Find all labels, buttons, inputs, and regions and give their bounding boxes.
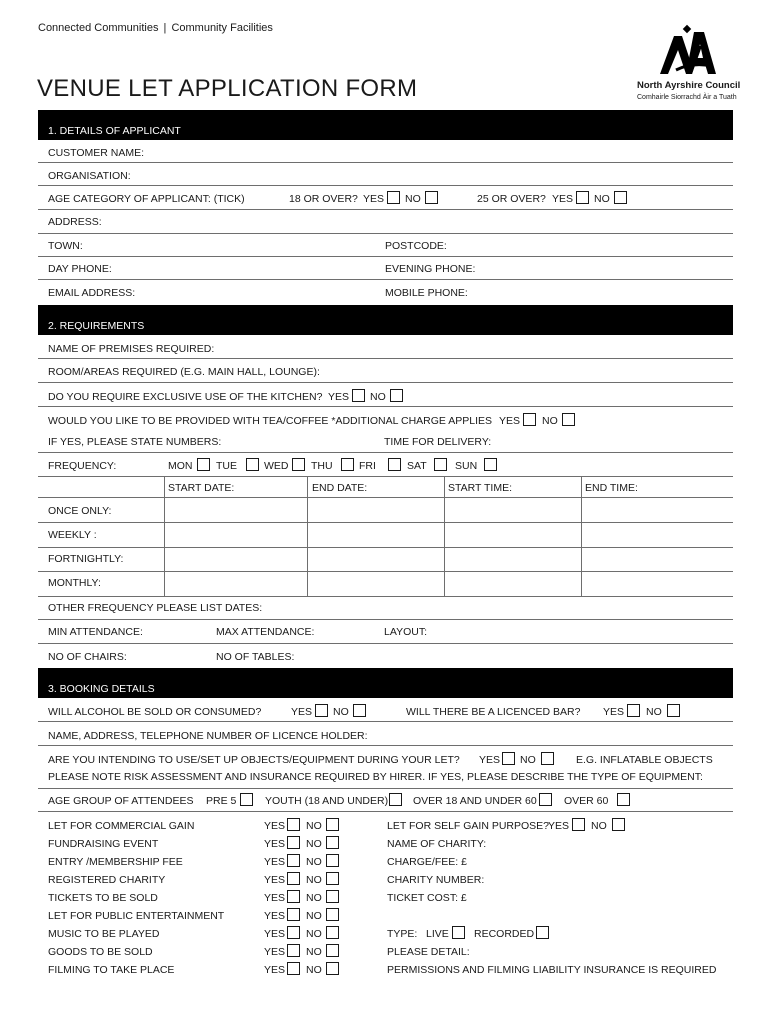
divider	[38, 596, 733, 597]
fundraising-label: FUNDRAISING EVENT	[48, 838, 159, 850]
commercial-gain-no-label: NO	[306, 820, 322, 832]
self-gain-no-label: NO	[591, 820, 607, 832]
filming-yes-label: YES	[264, 964, 286, 976]
day-fri-label: FRI	[359, 460, 376, 472]
goods-yes-label: YES	[264, 946, 286, 958]
equipment-example: E.G. INFLATABLE OBJECTS	[576, 754, 713, 766]
tea-no-checkbox[interactable]	[562, 413, 575, 426]
weekly-label: WEEKLY :	[48, 529, 97, 541]
day-phone-label: DAY PHONE:	[48, 263, 112, 275]
page-title: VENUE LET APPLICATION FORM	[37, 75, 418, 102]
kitchen-yes-label: YES	[328, 391, 350, 403]
mobile-phone-label: MOBILE PHONE:	[385, 287, 468, 299]
equipment-yes-checkbox[interactable]	[502, 752, 515, 765]
music-yes-checkbox[interactable]	[287, 926, 300, 939]
public-entertainment-no-label: NO	[306, 910, 322, 922]
kitchen-no-label: NO	[370, 391, 386, 403]
fundraising-no-label: NO	[306, 838, 322, 850]
divider	[38, 279, 733, 280]
council-name: North Ayrshire Council	[637, 80, 741, 91]
alcohol-label: WILL ALCOHOL BE SOLD OR CONSUMED?	[48, 706, 262, 718]
entry-fee-yes-checkbox[interactable]	[287, 854, 300, 867]
max-attendance-label: MAX ATTENDANCE:	[216, 626, 315, 638]
divider	[38, 233, 733, 234]
numbers-label: IF YES, PLEASE STATE NUMBERS:	[48, 436, 222, 448]
tickets-no-label: NO	[306, 892, 322, 904]
divider	[38, 209, 733, 210]
registered-charity-label: REGISTERED CHARITY	[48, 874, 166, 886]
council-gaelic-name: Comhairle Siorrachd Àir a Tuath	[637, 94, 737, 101]
kitchen-no-checkbox[interactable]	[390, 389, 403, 402]
goods-no-label: NO	[306, 946, 322, 958]
breadcrumb-community-facilities: Community Facilities	[171, 22, 273, 34]
self-gain-yes-checkbox[interactable]	[572, 818, 585, 831]
council-logo-icon	[656, 22, 720, 80]
tables-label: NO OF TABLES:	[216, 651, 295, 663]
filming-insurance-note: PERMISSIONS AND FILMING LIABILITY INSURANCE IS REQUIRED	[387, 964, 717, 976]
section-2-header	[38, 305, 733, 335]
age-category-label: AGE CATEGORY OF APPLICANT: (TICK)	[48, 193, 245, 205]
divider	[38, 185, 733, 186]
section-1-title: 1. DETAILS OF APPLICANT	[48, 125, 181, 137]
fundraising-yes-label: YES	[264, 838, 286, 850]
live-checkbox[interactable]	[452, 926, 465, 939]
email-label: EMAIL ADDRESS:	[48, 287, 136, 299]
divider	[38, 571, 733, 572]
alcohol-yes-checkbox[interactable]	[315, 704, 328, 717]
youth-checkbox[interactable]	[389, 793, 402, 806]
fundraising-yes-checkbox[interactable]	[287, 836, 300, 849]
bar-no-checkbox[interactable]	[667, 704, 680, 717]
town-label: TOWN:	[48, 240, 83, 252]
pre-5-checkbox[interactable]	[240, 793, 253, 806]
fundraising-no-checkbox[interactable]	[326, 836, 339, 849]
divider	[38, 358, 733, 359]
end-time-header: END TIME:	[585, 482, 638, 494]
divider	[38, 497, 733, 498]
equipment-yes-label: YES	[479, 754, 501, 766]
divider	[38, 788, 733, 789]
registered-charity-yes-label: YES	[264, 874, 286, 886]
divider	[38, 619, 733, 620]
registered-charity-no-label: NO	[306, 874, 322, 886]
grid-line	[307, 476, 308, 596]
layout-label: LAYOUT:	[384, 626, 427, 638]
over-25-yes-checkbox[interactable]	[576, 191, 589, 204]
tickets-label: TICKETS TO BE SOLD	[48, 892, 158, 904]
day-mon-checkbox[interactable]	[197, 458, 210, 471]
rooms-label: ROOM/AREAS REQUIRED (E.G. MAIN HALL, LOUNGE):	[48, 366, 320, 378]
music-no-checkbox[interactable]	[326, 926, 339, 939]
over-25-no-label: NO	[594, 193, 610, 205]
entry-fee-yes-label: YES	[264, 856, 286, 868]
over-25-yes-label: YES	[552, 193, 574, 205]
charity-number-label: CHARITY NUMBER:	[387, 874, 485, 886]
organisation-label: ORGANISATION:	[48, 170, 131, 182]
public-entertainment-no-checkbox[interactable]	[326, 908, 339, 921]
day-sun-checkbox[interactable]	[484, 458, 497, 471]
divider	[38, 721, 733, 722]
day-wed-checkbox[interactable]	[292, 458, 305, 471]
section-2-title: 2. REQUIREMENTS	[48, 320, 145, 332]
monthly-label: MONTHLY:	[48, 577, 101, 589]
goods-no-checkbox[interactable]	[326, 944, 339, 957]
tea-coffee-label: WOULD YOU LIKE TO BE PROVIDED WITH TEA/COFFEE *ADDITIONAL CHARGE APPLIES	[48, 415, 493, 427]
bar-no-label: NO	[646, 706, 662, 718]
entry-fee-label: ENTRY /MEMBERSHIP FEE	[48, 856, 183, 868]
day-sun-label: SUN	[455, 460, 478, 472]
over-18-no-checkbox[interactable]	[425, 191, 438, 204]
start-time-header: START TIME:	[448, 482, 512, 494]
customer-name-label: CUSTOMER NAME:	[48, 147, 145, 159]
over-18-yes-label: YES	[363, 193, 385, 205]
day-tue-label: TUE	[216, 460, 237, 472]
tickets-yes-label: YES	[264, 892, 286, 904]
tea-yes-label: YES	[499, 415, 521, 427]
section-3-title: 3. BOOKING DETAILS	[48, 683, 155, 695]
kitchen-yes-checkbox[interactable]	[352, 389, 365, 402]
end-date-header: END DATE:	[312, 482, 368, 494]
divider	[38, 382, 733, 383]
grid-line	[164, 476, 165, 596]
tickets-no-checkbox[interactable]	[326, 890, 339, 903]
divider	[38, 745, 733, 746]
over-18-under-60-checkbox[interactable]	[539, 793, 552, 806]
evening-phone-label: EVENING PHONE:	[385, 263, 476, 275]
delivery-time-label: TIME FOR DELIVERY:	[384, 436, 492, 448]
equipment-label: ARE YOU INTENDING TO USE/SET UP OBJECTS/EQUIPMENT DURING YOUR LET?	[48, 754, 460, 766]
alcohol-no-label: NO	[333, 706, 349, 718]
section-1-header	[38, 110, 733, 140]
self-gain-no-checkbox[interactable]	[612, 818, 625, 831]
tea-no-label: NO	[542, 415, 558, 427]
filming-no-label: NO	[306, 964, 322, 976]
over-60-checkbox[interactable]	[617, 793, 630, 806]
over-18-no-label: NO	[405, 193, 421, 205]
breadcrumb	[38, 22, 273, 34]
live-label: LIVE	[426, 928, 449, 940]
alcohol-yes-label: YES	[291, 706, 313, 718]
postcode-label: POSTCODE:	[385, 240, 447, 252]
frequency-label: FREQUENCY:	[48, 460, 117, 472]
equipment-no-checkbox[interactable]	[541, 752, 554, 765]
self-gain-yes-label: YES	[548, 820, 570, 832]
bar-yes-checkbox[interactable]	[627, 704, 640, 717]
please-detail-label: PLEASE DETAIL:	[387, 946, 470, 958]
min-attendance-label: MIN ATTENDANCE:	[48, 626, 143, 638]
recorded-label: RECORDED	[474, 928, 535, 940]
tickets-yes-checkbox[interactable]	[287, 890, 300, 903]
day-tue-checkbox[interactable]	[246, 458, 259, 471]
commercial-gain-yes-checkbox[interactable]	[287, 818, 300, 831]
music-yes-label: YES	[264, 928, 286, 940]
divider	[38, 406, 733, 407]
start-date-header: START DATE:	[168, 482, 235, 494]
filming-yes-checkbox[interactable]	[287, 962, 300, 975]
filming-label: FILMING TO TAKE PLACE	[48, 964, 175, 976]
music-label: MUSIC TO BE PLAYED	[48, 928, 160, 940]
day-mon-label: MON	[168, 460, 193, 472]
public-entertainment-yes-checkbox[interactable]	[287, 908, 300, 921]
chairs-label: NO OF CHAIRS:	[48, 651, 127, 663]
charity-name-label: NAME OF CHARITY:	[387, 838, 487, 850]
day-thu-label: THU	[311, 460, 333, 472]
once-only-label: ONCE ONLY:	[48, 505, 112, 517]
over-18-under-60-label: OVER 18 AND UNDER 60	[413, 795, 537, 807]
grid-line	[581, 476, 582, 596]
recorded-checkbox[interactable]	[536, 926, 549, 939]
youth-label: YOUTH (18 AND UNDER)	[265, 795, 389, 807]
over-18-label: 18 OR OVER?	[289, 193, 358, 205]
section-3-header	[38, 668, 733, 698]
equipment-no-label: NO	[520, 754, 536, 766]
registered-charity-yes-checkbox[interactable]	[287, 872, 300, 885]
self-gain-label: LET FOR SELF GAIN PURPOSE?	[387, 820, 550, 832]
age-group-label: AGE GROUP OF ATTENDEES	[48, 795, 194, 807]
divider	[38, 643, 733, 644]
divider	[38, 547, 733, 548]
commercial-gain-yes-label: YES	[264, 820, 286, 832]
day-wed-label: WED	[264, 460, 289, 472]
divider	[38, 476, 733, 477]
fortnightly-label: FORTNIGHTLY:	[48, 553, 124, 565]
registered-charity-no-checkbox[interactable]	[326, 872, 339, 885]
filming-no-checkbox[interactable]	[326, 962, 339, 975]
risk-assessment-note: PLEASE NOTE RISK ASSESSMENT AND INSURANCE REQUIRED BY HIRER. IF YES, PLEASE DESCRIBE THE TYPE OF EQUIPMENT:	[48, 771, 703, 783]
premises-label: NAME OF PREMISES REQUIRED:	[48, 343, 215, 355]
over-18-yes-checkbox[interactable]	[387, 191, 400, 204]
address-label: ADDRESS:	[48, 216, 102, 228]
breadcrumb-separator: |	[163, 22, 167, 34]
goods-label: GOODS TO BE SOLD	[48, 946, 153, 958]
pre-5-label: PRE 5	[206, 795, 237, 807]
commercial-gain-label: LET FOR COMMERCIAL GAIN	[48, 820, 195, 832]
entry-fee-no-checkbox[interactable]	[326, 854, 339, 867]
charge-fee-label: CHARGE/FEE: £	[387, 856, 467, 868]
over-25-label: 25 OR OVER?	[477, 193, 546, 205]
tea-yes-checkbox[interactable]	[523, 413, 536, 426]
alcohol-no-checkbox[interactable]	[353, 704, 366, 717]
licenced-bar-label: WILL THERE BE A LICENCED BAR?	[406, 706, 581, 718]
day-sat-label: SAT	[407, 460, 427, 472]
licence-holder-label: NAME, ADDRESS, TELEPHONE NUMBER OF LICENCE HOLDER:	[48, 730, 368, 742]
divider	[38, 811, 733, 812]
music-no-label: NO	[306, 928, 322, 940]
grid-line	[444, 476, 445, 596]
kitchen-label: DO YOU REQUIRE EXCLUSIVE USE OF THE KITCHEN?	[48, 391, 323, 403]
ticket-cost-label: TICKET COST: £	[387, 892, 467, 904]
public-entertainment-yes-label: YES	[264, 910, 286, 922]
goods-yes-checkbox[interactable]	[287, 944, 300, 957]
bar-yes-label: YES	[603, 706, 625, 718]
day-sat-checkbox[interactable]	[434, 458, 447, 471]
divider	[38, 162, 733, 163]
divider	[38, 522, 733, 523]
public-entertainment-label: LET FOR PUBLIC ENTERTAINMENT	[48, 910, 225, 922]
divider	[38, 452, 733, 453]
day-fri-checkbox[interactable]	[388, 458, 401, 471]
divider	[38, 256, 733, 257]
commercial-gain-no-checkbox[interactable]	[326, 818, 339, 831]
music-type-label: TYPE:	[387, 928, 418, 940]
over-25-no-checkbox[interactable]	[614, 191, 627, 204]
day-thu-checkbox[interactable]	[341, 458, 354, 471]
breadcrumb-connected-communities: Connected Communities	[38, 22, 159, 34]
entry-fee-no-label: NO	[306, 856, 322, 868]
other-frequency-label: OTHER FREQUENCY PLEASE LIST DATES:	[48, 602, 263, 614]
over-60-label: OVER 60	[564, 795, 609, 807]
